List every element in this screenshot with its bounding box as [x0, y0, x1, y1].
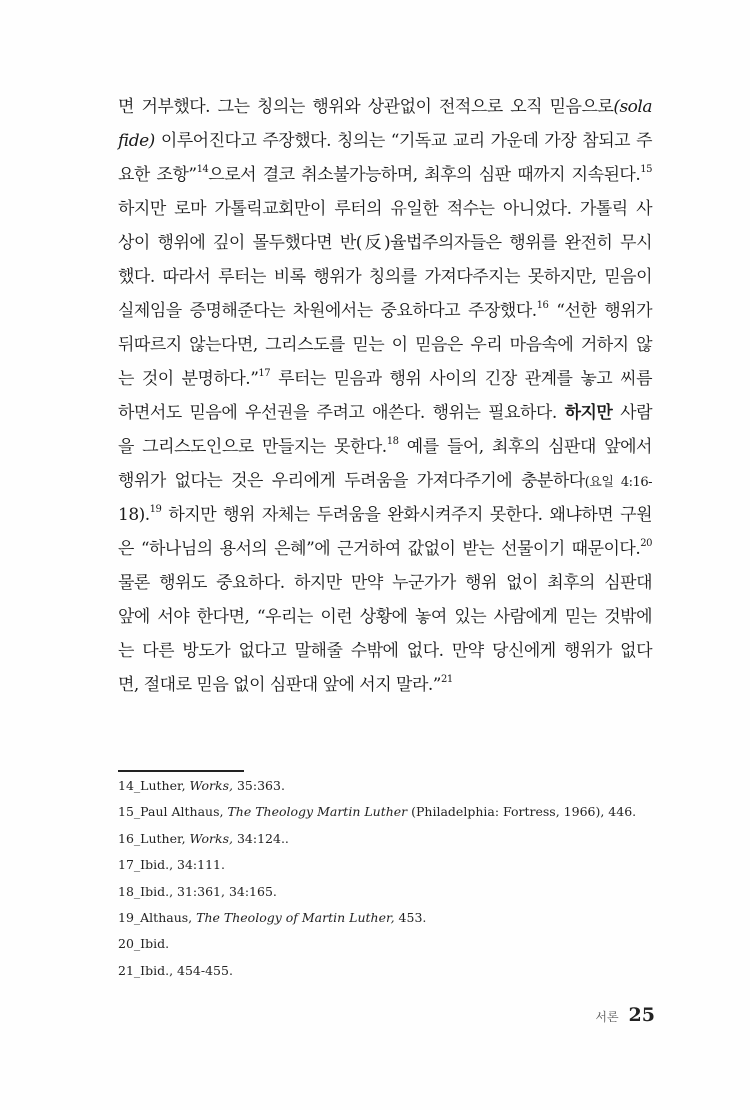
footnote: 19_Althaus, The Theology of Martin Luther, 453.: [118, 909, 427, 925]
footnote-ref: 19: [149, 504, 162, 515]
body-line: 는 다른 방도가 없다고 말해줄 수밖에 없다. 만약 당신에게 행위가 없다: [118, 641, 652, 661]
body-line: 면, 절대로 믿음 없이 심판대 앞에 서지 말라.”$^{21}$: [118, 674, 453, 695]
footnote-ref: 16: [536, 300, 549, 311]
page-number: 25: [628, 1004, 655, 1026]
body-line: 물론 행위도 중요하다. 하지만 만약 누군가가 행위 없이 최후의 심판대: [118, 573, 652, 593]
body-text: [118, 90, 652, 702]
footnote-divider: [118, 770, 244, 772]
body-line: 했다. 따라서 루터는 비록 행위가 칭의를 가져다주지는 못하지만, 믿음이: [118, 267, 652, 287]
footnote: 18_Ibid., 31:361, 34:165.: [118, 883, 277, 899]
body-line: 는 것이 분명하다.”$^{17}$ 루터는 믿음과 행위 사이의 긴장 관계를 놓고 씨름: [118, 368, 652, 389]
body-line: 을 그리스도인으로 만들지는 못한다.$^{18}$ 예를 들어, 최후의 심판대 앞에서: [118, 436, 652, 457]
body-line: 행위가 없다는 것은 우리에게 두려움을 가져다주기에 충분하다(요일 4:16-: [118, 471, 652, 491]
page-folio: [595, 1004, 655, 1026]
footnote: 15_Paul Althaus, The Theology Martin Luther (Philadelphia: Fortress, 1966), 446.: [118, 804, 637, 820]
body-line: 요한 조항”$^{14}$으로서 결코 취소불가능하며, 최후의 심판 때까지 지속된다.$^{15}$: [118, 164, 652, 185]
footnote-ref: 20: [640, 538, 652, 549]
body-line: 앞에 서야 한다면, “우리는 이런 상황에 놓여 있는 사람에게 믿는 것밖에: [118, 607, 652, 627]
body-line: 18).$^{19}$ 하지만 행위 자체는 두려움을 완화시켜주지 못한다. 왜냐하면 구원: [118, 504, 652, 525]
footnote: 14_Luther, Works, 35:363.: [118, 778, 285, 793]
footnote: 21_Ibid., 454-455.: [118, 962, 233, 978]
footnotes: [118, 773, 652, 984]
footnote: 17_Ibid., 34:111.: [118, 857, 225, 873]
footnote-ref: 15: [640, 164, 652, 175]
footnote-ref: 21: [441, 674, 453, 685]
body-line: fide) 이루어진다고 주장했다. 칭의는 “기독교 교리 가운데 가장 참되고 주: [118, 131, 652, 151]
footnote: 20_Ibid.: [118, 936, 170, 952]
footnote-ref: 18: [386, 436, 399, 447]
body-line: 실제임을 증명해준다는 차원에서는 중요하다고 주장했다.$^{16}$ “선한 행위가: [118, 300, 652, 321]
footnote-ref: 14: [196, 164, 209, 175]
body-line: 하면서도 믿음에 우선권을 주려고 애쓴다. 행위는 필요하다. 하지만 사람: [118, 403, 653, 423]
section-title: 서론: [595, 1010, 619, 1024]
footnote-ref: 17: [258, 368, 271, 379]
body-line: 상이 행위에 깊이 몰두했다면 반(反)율법주의자들은 행위를 완전히 무시: [118, 233, 652, 253]
footnote: 16_Luther, Works, 34:124..: [118, 830, 289, 846]
body-line: 뒤따르지 않는다면, 그리스도를 믿는 이 믿음은 우리 마음속에 거하지 않: [118, 335, 652, 355]
body-line: 면 거부했다. 그는 칭의는 행위와 상관없이 전적으로 오직 믿음으로(sola: [118, 97, 652, 117]
body-line: 하지만 로마 가톨릭교회만이 루터의 유일한 적수는 아니었다. 가톨릭 사: [118, 199, 652, 219]
body-line: 은 “하나님의 용서의 은혜”에 근거하여 값없이 받는 선물이기 때문이다.$^{20}$: [118, 538, 652, 559]
